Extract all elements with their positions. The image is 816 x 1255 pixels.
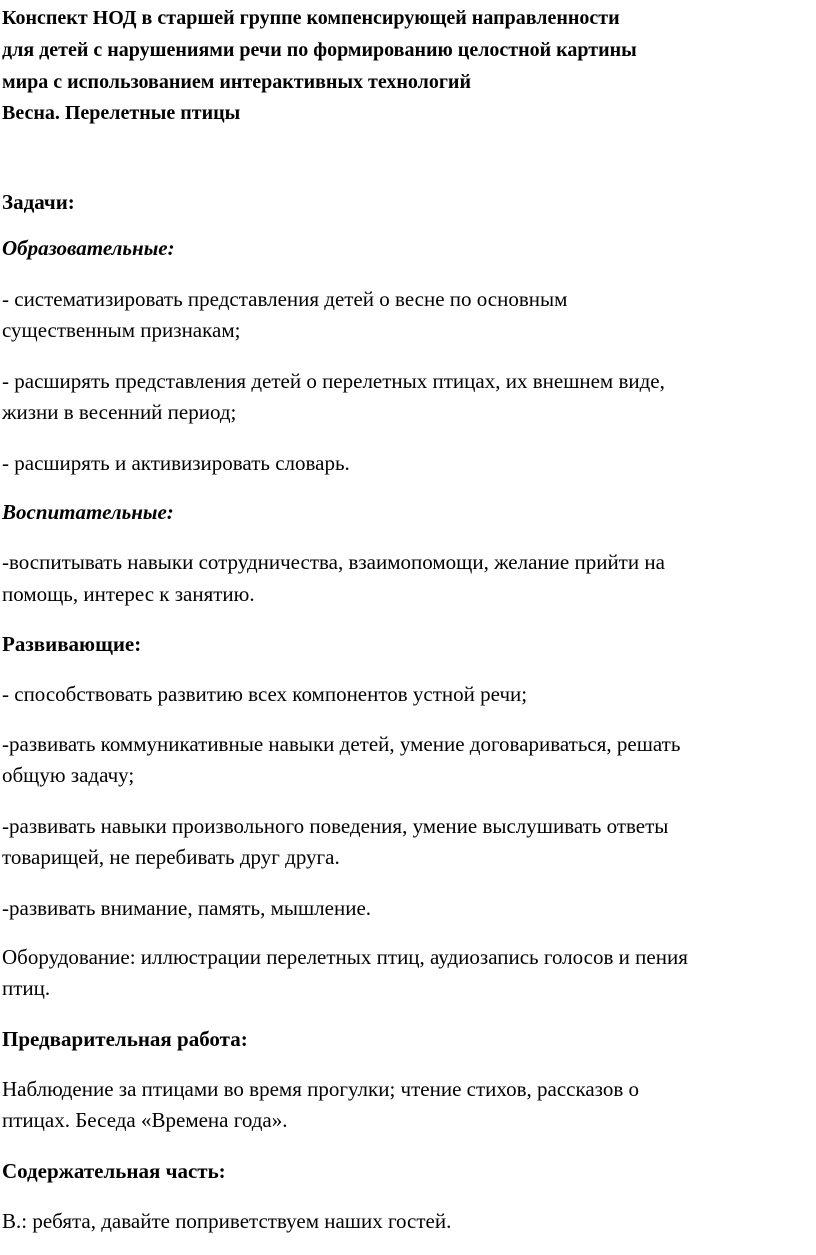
educational-item-1-line-1: - систематизировать представления детей о весне по основным: [2, 287, 568, 311]
upbringing-item-1-line-2: помощь, интерес к занятию.: [2, 582, 255, 606]
title-line-1: Конспект НОД в старшей группе компенсирующей направленности: [2, 7, 620, 29]
educational-heading: Образовательные:: [2, 236, 175, 260]
equipment-line-2: птиц.: [2, 976, 51, 1000]
educational-item-3: - расширять и активизировать словарь.: [2, 451, 350, 475]
preliminary-heading: Предварительная работа:: [2, 1027, 248, 1051]
developing-item-4: -развивать внимание, память, мышление.: [2, 896, 372, 920]
developing-item-3-line-1: -развивать навыки произвольного поведения, умение выслушивать ответы: [2, 814, 669, 838]
educational-item-1-line-2: существенным признакам;: [2, 318, 241, 342]
developing-item-2-line-1: -развивать коммуникативные навыки детей, умение договариваться, решать: [2, 732, 681, 756]
title-line-2: для детей с нарушениями речи по формированию целостной картины: [2, 39, 637, 61]
tasks-heading: Задачи:: [2, 190, 75, 214]
developing-heading: Развивающие:: [2, 632, 142, 656]
subtitle: Весна. Перелетные птицы: [2, 102, 241, 124]
equipment-line-1: Оборудование: иллюстрации перелетных птиц, аудиозапись голосов и пения: [2, 945, 688, 969]
title-line-3: мира с использованием интерактивных технологий: [2, 71, 471, 93]
content-heading: Содержательная часть:: [2, 1159, 226, 1183]
preliminary-text-line-2: птицах. Беседа «Времена года».: [2, 1108, 288, 1132]
educational-item-2-line-1: - расширять представления детей о перелетных птицах, их внешнем виде,: [2, 369, 665, 393]
upbringing-item-1-line-1: -воспитывать навыки сотрудничества, взаимопомощи, желание прийти на: [2, 550, 665, 574]
developing-item-3-line-2: товарищей, не перебивать друг друга.: [2, 845, 340, 869]
upbringing-heading: Воспитательные:: [2, 500, 174, 524]
developing-item-2-line-2: общую задачу;: [2, 763, 135, 787]
content-text: В.: ребята, давайте поприветствуем наших гостей.: [2, 1209, 452, 1233]
preliminary-text-line-1: Наблюдение за птицами во время прогулки; чтение стихов, рассказов о: [2, 1077, 640, 1101]
developing-item-1: - способствовать развитию всех компонентов устной речи;: [2, 682, 528, 706]
educational-item-2-line-2: жизни в весенний период;: [2, 400, 237, 424]
